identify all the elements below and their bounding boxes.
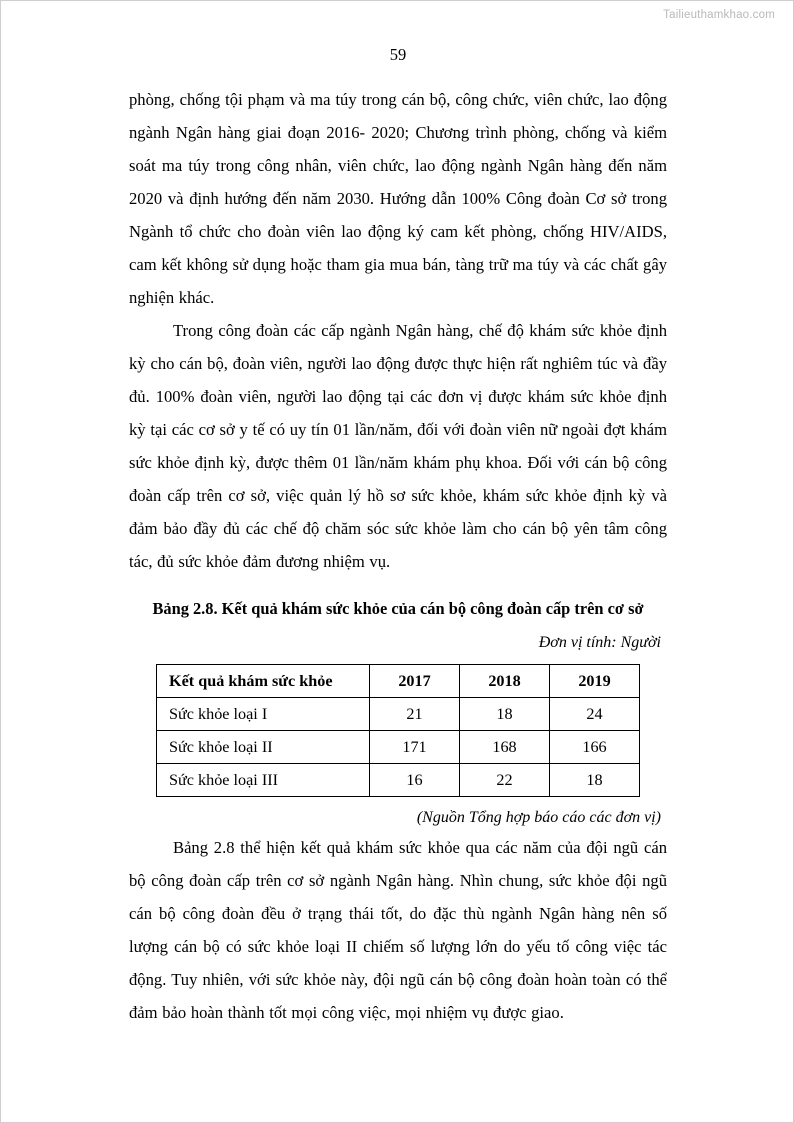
paragraph-1: phòng, chống tội phạm và ma túy trong cán bộ, công chức, viên chức, lao động ngành Ngân hàng giai đoạn 2016- 2020; Chương trình phòng, chống và kiểm soát ma túy trong công nhân, viên chức, lao động ngành Ngân hàng đến năm 2020 và định hướng đến năm 2030. Hướng dẫn 100% Công đoàn Cơ sở trong Ngành tổ chức cho đoàn viên lao động ký cam kết phòng, chống HIV/AIDS, cam kết không sử dụng hoặc tham gia mua bán, tàng trữ ma túy và các chất gây nghiện khác. bbox=[129, 90, 667, 307]
watermark-text: Tailieuthamkhao.com bbox=[663, 9, 775, 21]
cell-value: 24 bbox=[550, 698, 640, 731]
cell-value: 18 bbox=[460, 698, 550, 731]
cell-value: 22 bbox=[460, 764, 550, 797]
cell-value: 168 bbox=[460, 731, 550, 764]
cell-value: 171 bbox=[370, 731, 460, 764]
page-number: 59 bbox=[389, 45, 407, 64]
table-header-row bbox=[157, 665, 640, 698]
table-unit-note: Đơn vị tính: Người bbox=[538, 634, 661, 651]
table-row bbox=[157, 698, 640, 731]
cell-value: 21 bbox=[370, 698, 460, 731]
table-row bbox=[157, 731, 640, 764]
cell-value: 18 bbox=[550, 764, 640, 797]
table-source-note: (Nguồn Tổng hợp báo cáo các đơn vị) bbox=[416, 809, 661, 826]
column-header-2018: 2018 bbox=[460, 665, 550, 698]
cell-value: 166 bbox=[550, 731, 640, 764]
health-results-table bbox=[156, 664, 640, 797]
paragraph-3: Bảng 2.8 thể hiện kết quả khám sức khỏe qua các năm của đội ngũ cán bộ công đoàn cấp trên cơ sở ngành Ngân hàng. Nhìn chung, sức khỏe đội ngũ cán bộ công đoàn đều ở trạng thái tốt, do đặc thù ngành Ngân hàng nên số lượng cán bộ có sức khỏe loại II chiếm số lượng lớn do yếu tố công việc tác động. Tuy nhiên, với sức khỏe này, đội ngũ cán bộ công đoàn hoàn toàn có thể đảm bảo hoàn thành tốt mọi công việc, mọi nhiệm vụ được giao. bbox=[129, 838, 667, 1022]
paragraph-2: Trong công đoàn các cấp ngành Ngân hàng, chế độ khám sức khỏe định kỳ cho cán bộ, đoàn viên, người lao động được thực hiện rất nghiêm túc và đầy đủ. 100% đoàn viên, người lao động tại các đơn vị được khám sức khỏe định kỳ tại các cơ sở y tế có uy tín 01 lần/năm, đối với đoàn viên nữ ngoài đợt khám sức khỏe định kỳ, được thêm 01 lần/năm khám phụ khoa. Đối với cán bộ công đoàn cấp trên cơ sở, việc quản lý hồ sơ sức khỏe, khám sức khỏe định kỳ và đảm bảo đầy đủ các chế độ chăm sóc sức khỏe làm cho cán bộ yên tâm công tác, đủ sức khỏe đảm đương nhiệm vụ. bbox=[129, 321, 667, 571]
table-row bbox=[157, 764, 640, 797]
row-label: Sức khỏe loại II bbox=[157, 731, 370, 764]
row-label: Sức khỏe loại III bbox=[157, 764, 370, 797]
column-header-2019: 2019 bbox=[550, 665, 640, 698]
column-header-2017: 2017 bbox=[370, 665, 460, 698]
cell-value: 16 bbox=[370, 764, 460, 797]
column-header-category: Kết quả khám sức khỏe bbox=[157, 665, 370, 698]
table-caption: Bảng 2.8. Kết quả khám sức khỏe của cán bộ công đoàn cấp trên cơ sở bbox=[152, 599, 644, 618]
page-content bbox=[129, 83, 667, 1029]
row-label: Sức khỏe loại I bbox=[157, 698, 370, 731]
